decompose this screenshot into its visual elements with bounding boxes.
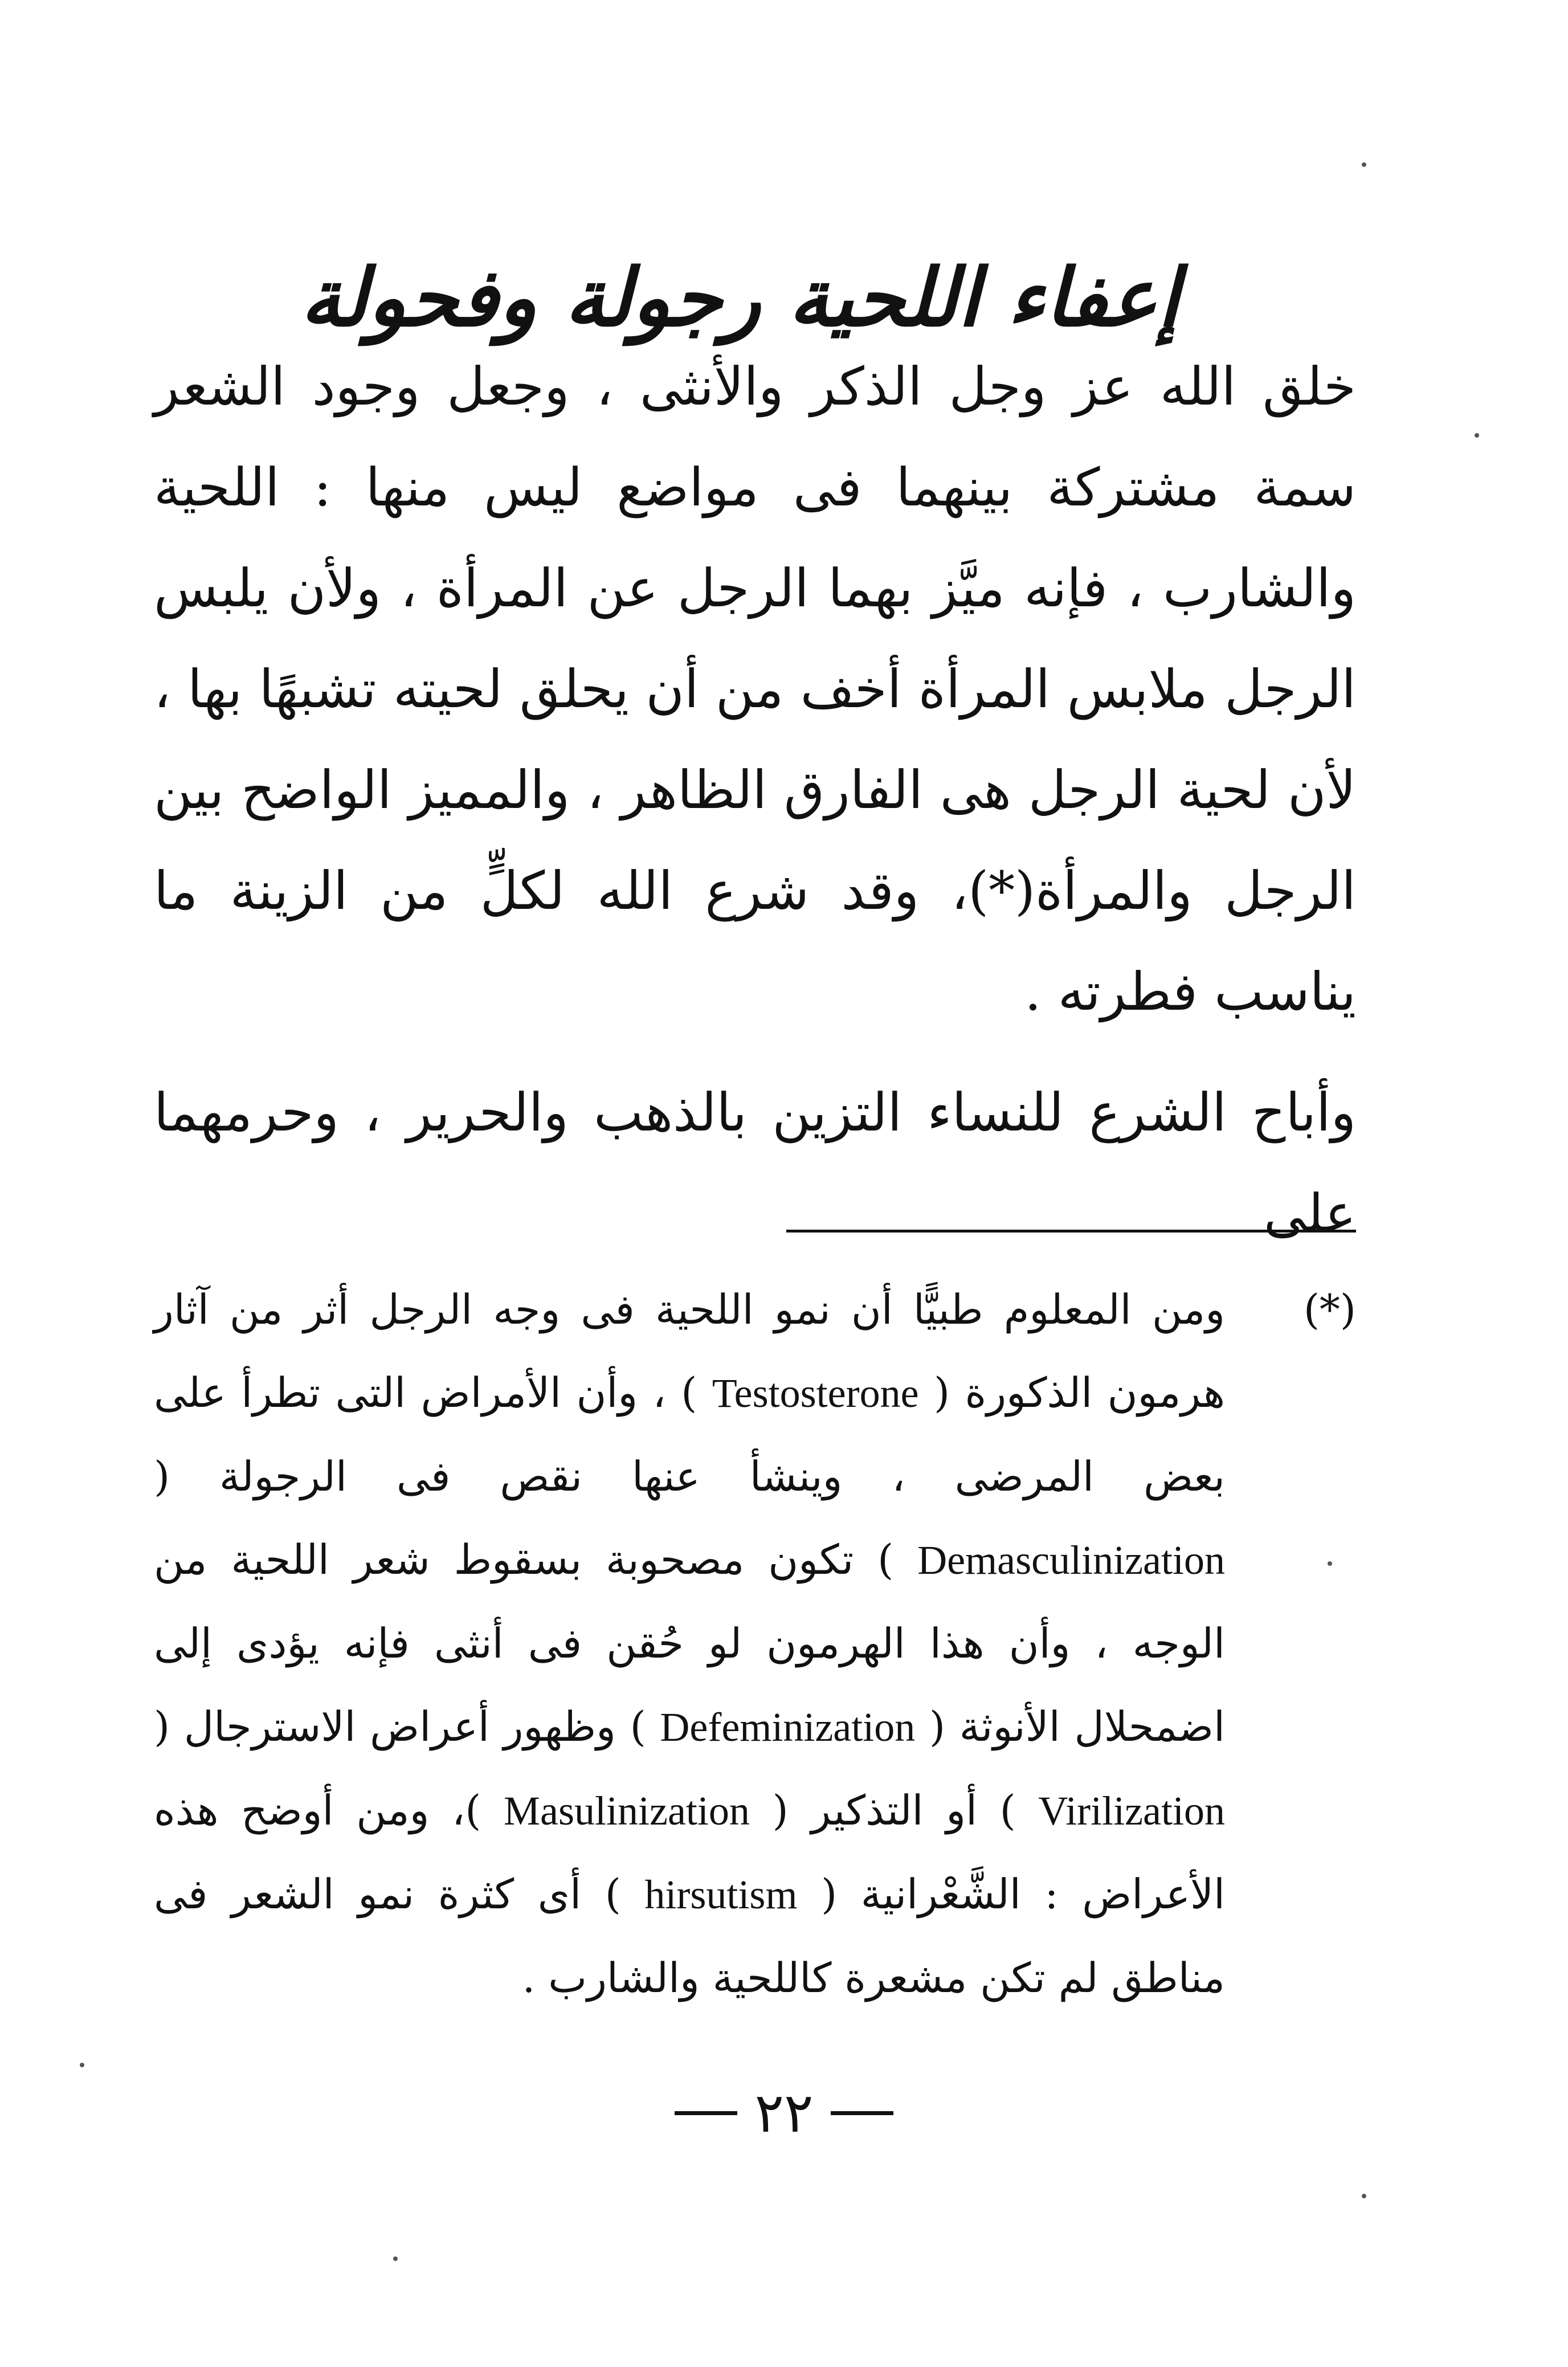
- footnote-segment: ) ، وأن الأمراض التى تطرأ على بعض المرضى ، وينشأ عنها نقص فى الرجولة (: [154, 1369, 1225, 1500]
- scan-speck: [1362, 2194, 1366, 2198]
- scan-speck: [80, 2063, 84, 2067]
- paragraph-1: خلق الله عز وجل الذكر والأنثى ، وجعل وجود الشعر سمة مشتركة بينهما فى مواضع ليس منها : اللحية والشارب ، فإنه ميَّز بهما الرجل عن المرأة ، ولأن يلبس الرجل ملابس المرأة أخف من أن يحلق لحيته تشبهًا بها ، لأن لحية الرجل هى الفارق الظاهر ، والمميز الواضح بين الرجل والمرأة(*)، وقد شرع الله لكلٍّ من الزينة ما يناسب فطرته .: [154, 356, 1356, 1022]
- paragraph-2: وأباح الشرع للنساء التزين بالذهب والحرير ، وحرمهما على: [154, 1082, 1356, 1244]
- footnote-segment: ) أى كثرة نمو الشعر فى مناطق لم تكن مشعرة كاللحية والشارب .: [154, 1870, 1225, 2002]
- footnote-segment: ) أو التذكير (: [772, 1786, 1016, 1834]
- scan-speck: [393, 2256, 398, 2261]
- scan-speck: [1362, 162, 1366, 167]
- main-text: [154, 336, 1356, 1264]
- footnote-marker: (*): [1303, 1285, 1356, 1333]
- footnote-term-defeminization: Defeminization: [660, 1704, 916, 1750]
- footnote-separator: [786, 1230, 1356, 1233]
- footnote-term-masulinization: Masulinization: [504, 1788, 750, 1834]
- scan-speck: [1328, 1561, 1332, 1566]
- footnote-term-hirsutism: hirsutism: [644, 1872, 798, 1917]
- footnote-segment: ومن المعلوم طبيًّا أن نمو اللحية فى وجه الرجل أثر من آثار هرمون الذكورة (: [154, 1285, 1225, 1417]
- page-number-dash-right: [831, 2111, 893, 2115]
- footnote-segment: ) تكون مصحوبة بسقوط شعر اللحية من الوجه ، وأن هذا الهرمون لو حُقن فى أنثى فإنه يؤدى إلى اضمحلال الأنوثة (: [154, 1536, 1225, 1750]
- footnote-term-demasculinization: Demasculinization: [917, 1537, 1225, 1583]
- footnote-text: [154, 1268, 1225, 2019]
- footnote-term-virilization: Virilization: [1038, 1788, 1226, 1834]
- scan-speck: [1475, 433, 1479, 438]
- footnote-segment: )، ومن أوضح هذه الأعراض : الشَّعْرانية (: [154, 1786, 1226, 1918]
- footnote-term-testosterone: Testosterone: [712, 1370, 919, 1416]
- footnote-segment: ) وظهور أعراض الاسترجال (: [154, 1703, 646, 1750]
- page-number-value: ٢٢: [754, 2081, 814, 2145]
- page-number-dash-left: [675, 2111, 737, 2115]
- page-title: إعفاء اللحية رجولة وفحولة: [300, 251, 1179, 345]
- page-number: [613, 2068, 955, 2153]
- footnote: [154, 1268, 1356, 2019]
